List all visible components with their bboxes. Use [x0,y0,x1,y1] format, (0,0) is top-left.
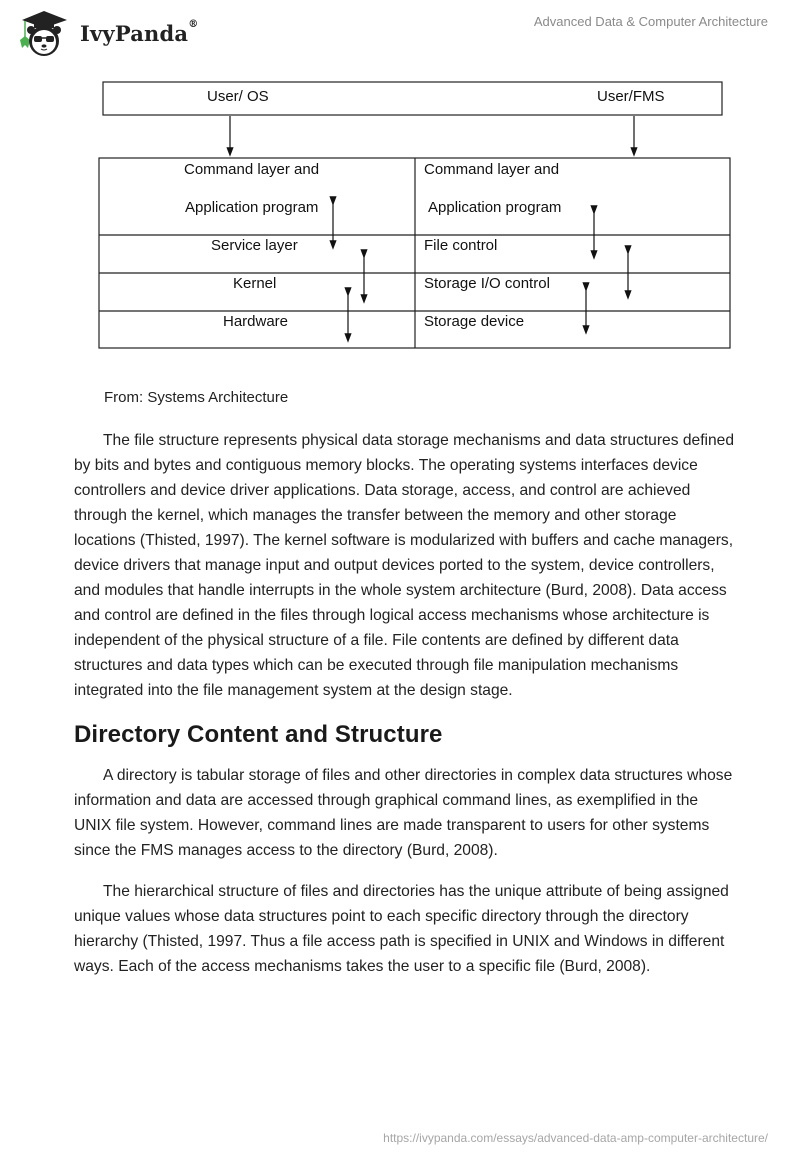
kernel-label: Kernel [233,275,277,292]
hardware-label: Hardware [223,313,289,330]
section-heading: Directory Content and Structure [74,721,443,748]
paragraph-directory: A directory is tabular storage of files and other directories in complex data structures whose information and data are accessed through graphical command lines, as exemplified in the UNIX file system. However, command lines are made transparent to users for other systems since the FMS manages access to the directory (Burd, 2008). [74,767,733,859]
article-body [74,386,734,995]
paragraph-file-structure: The file structure represents physical data storage mechanisms and data structures defined by bits and bytes and contiguous memory blocks. The operating systems interfaces device controllers and device driver applications. Data storage, access, and control are achieved through the kernel, which manages the transfer between the memory and other storage locations (Thisted, 1997). The kernel software is modularized with buffers and cache managers, device drivers that manage input and output devices ported to the system, device controllers, and modules that handle interrupts in the whole system architecture (Burd, 2008). Data access and control are defined in the files through logical access mechanisms whose architecture is independent of the physical structure of a file. File contents are defined by different data structures and data types which can be executed through file manipulation mechanisms integrated into the file management system at the design stage. [74,432,735,699]
user-fms-label: User/FMS [597,88,665,105]
figure-caption: From: Systems Architecture [104,389,289,406]
right-command-layer-label: Command layer and [424,161,560,178]
document-title: Advanced Data & Computer Architecture [533,14,768,29]
paragraph-hierarchy: The hierarchical structure of files and directories has the unique attribute of being assigned unique values whose data structures point to each specific directory through the directory hierarchy (Thisted, 1997. Thus a file access path is specified in UNIX and Windows in different ways. Each of the access mechanisms takes the user to a specific file (Burd, 2008). [74,883,729,975]
storage-io-control-label: Storage I/O control [424,275,550,292]
storage-device-label: Storage device [424,313,525,330]
diagram-lines [0,0,800,360]
file-control-label: File control [424,237,498,254]
left-command-layer-label: Command layer and [184,161,320,178]
right-application-program-label: Application program [428,199,562,216]
left-application-program-label: Application program [185,199,319,216]
systems-architecture-diagram [0,0,800,360]
source-url[interactable]: https://ivypanda.com/essays/advanced-data-amp-computer-architecture/ [383,1131,768,1145]
user-os-label: User/ OS [207,88,269,105]
service-layer-label: Service layer [211,237,298,254]
logo-wordmark: IvyPanda® [80,18,199,46]
